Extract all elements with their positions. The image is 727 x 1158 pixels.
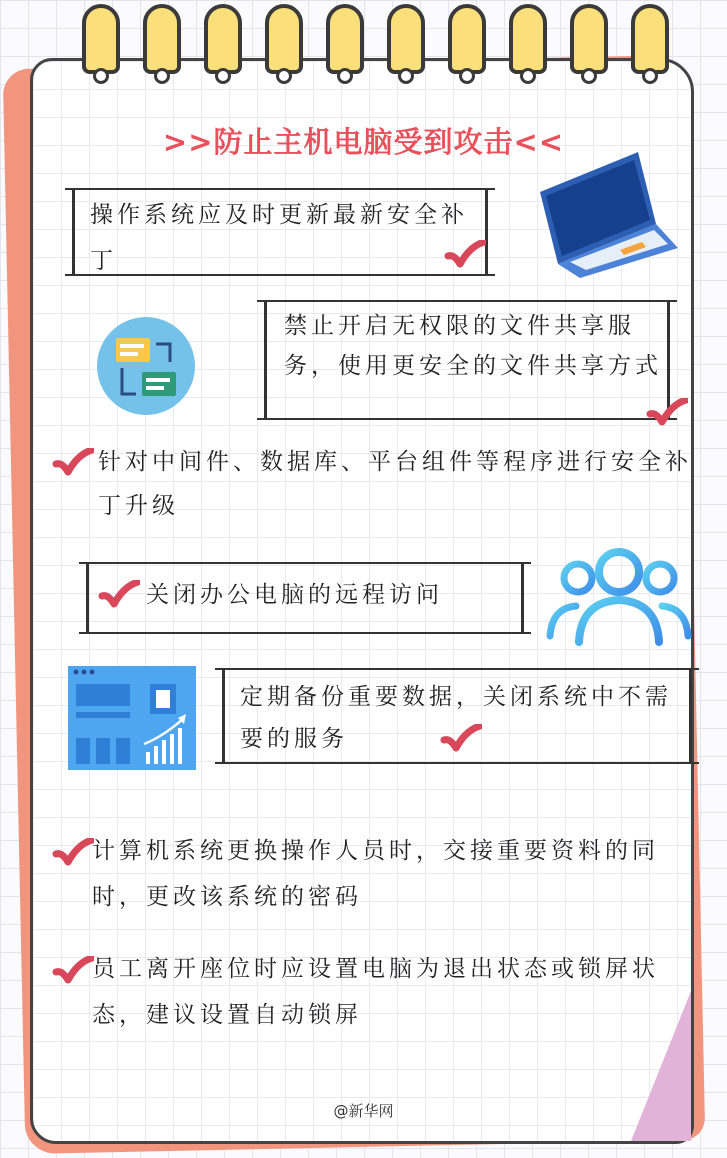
check-mark-icon [98, 580, 140, 610]
check-mark-icon [646, 398, 688, 428]
dashboard-chart-icon [68, 666, 196, 770]
spiral-ring [204, 4, 242, 74]
spiral-ring [631, 4, 669, 74]
item-6-text: 计算机系统更换操作人员时，交接重要资料的同时，更改该系统的密码 [92, 838, 659, 910]
item-7-text: 员工离开座位时应设置电脑为退出状态或锁屏状态，建议设置自动锁屏 [92, 956, 659, 1028]
spiral-ring [326, 4, 364, 74]
item-3-text: 针对中间件、数据库、平台组件等程序进行安全补丁升级 [98, 449, 692, 519]
spiral-ring [143, 4, 181, 74]
item-2-text: 禁止开启无权限的文件共享服务，使用更安全的文件共享方式 [284, 313, 662, 379]
check-mark-icon [52, 838, 94, 868]
folder-transfer-icon [96, 316, 196, 416]
page-title: >>防止主机电脑受到攻击<< [162, 125, 565, 159]
spiral-ring [448, 4, 486, 74]
source-credit: @新华网 [333, 1102, 394, 1120]
item-5-text: 定期备份重要数据，关闭系统中不需要的服务 [240, 684, 672, 752]
check-mark-icon [440, 724, 482, 754]
item-4-text: 关闭办公电脑的远程访问 [146, 582, 443, 608]
spiral-ring [509, 4, 547, 74]
check-mark-icon [52, 956, 94, 986]
check-mark-icon [52, 448, 94, 478]
users-icon [544, 546, 694, 646]
spiral-ring [387, 4, 425, 74]
laptop-icon [530, 152, 678, 278]
spiral-ring [570, 4, 608, 74]
spiral-ring [82, 4, 120, 74]
spiral-binding [82, 4, 692, 104]
spiral-ring [265, 4, 303, 74]
check-mark-icon [444, 240, 486, 270]
item-1-text: 操作系统应及时更新最新安全补丁 [90, 202, 468, 274]
